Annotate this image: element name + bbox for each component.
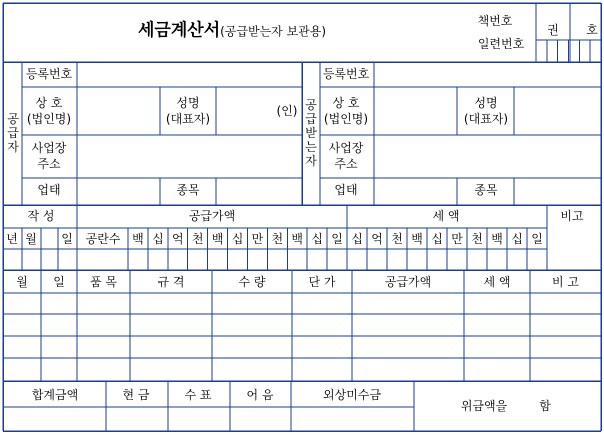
- supply-digit-label: 천: [271, 232, 284, 246]
- tax-digit-label: 만: [451, 232, 463, 246]
- credit-label: 외상미수금: [323, 388, 381, 402]
- receiver-business-type-label: 업태: [334, 183, 358, 197]
- date-col-label: 일: [61, 232, 73, 246]
- supplier-reg-no-label: 등록번호: [25, 67, 73, 81]
- form-title: 세금계산서(공급받는자 보관용): [138, 20, 327, 41]
- serial-no-label: 일련번호: [477, 37, 525, 51]
- items-header-cell: 공급가액: [384, 275, 432, 289]
- remarks-label: 비고: [560, 209, 584, 223]
- receiver-trade-name-label: 상 호: [332, 96, 360, 110]
- receiver-trade-name-sub: (법인명): [323, 112, 369, 126]
- book-no-label: 책번호: [477, 14, 513, 28]
- total-amount-label: 합계금액: [31, 388, 79, 402]
- items-header-cell: 비 고: [552, 275, 579, 289]
- tax-digit-label: 십: [431, 232, 443, 246]
- written-date-label: 작 성: [27, 209, 55, 223]
- supply-digit-label: 백: [211, 232, 224, 246]
- supply-digit-label: 십: [152, 232, 164, 246]
- items-header-cell: 일: [53, 275, 65, 289]
- items-header-cell: 세 액: [483, 275, 511, 289]
- supply-digit-label: 십: [311, 232, 323, 246]
- tax-digit-label: 천: [391, 232, 403, 246]
- supply-amount-label: 공급가액: [188, 209, 236, 223]
- date-col-label: 월: [25, 232, 37, 246]
- receiver-address-sub: 주소: [334, 157, 358, 171]
- tax-digit-label: 십: [511, 232, 523, 246]
- supplier-rep-sub: (대표자): [165, 112, 211, 126]
- tax-digit-label: 천: [471, 232, 483, 246]
- book-unit-label: 권: [547, 23, 559, 37]
- items-header-cell: 단 가: [308, 275, 336, 289]
- supplier-address-label: 사업장: [31, 141, 67, 155]
- receiver-rep-label: 성명: [474, 96, 498, 110]
- claim-suffix: 함: [539, 399, 551, 413]
- supplier-business-item-label: 종목: [176, 183, 200, 197]
- supply-digit-label: 백: [132, 232, 144, 246]
- supply-digit-label: 십: [231, 232, 244, 246]
- receiver-business-item-label: 종목: [474, 183, 498, 197]
- supplier-rep-label: 성명: [176, 96, 200, 110]
- supplier-side-label: 공급자: [7, 112, 19, 154]
- supplier-trade-name-label: 상 호: [35, 96, 63, 110]
- items-header-cell: 월: [16, 275, 28, 289]
- receiver-address-label: 사업장: [328, 141, 364, 155]
- items-header-cell: 규 격: [157, 275, 185, 289]
- tax-amount-label: 세 액: [432, 209, 460, 223]
- receiver-side-label: 공급받는자: [305, 98, 317, 168]
- supply-digit-label: 억: [171, 232, 184, 246]
- supply-digit-label: 천: [191, 232, 204, 246]
- tax-digit-label: 일: [531, 232, 543, 246]
- tax-digit-label: 억: [371, 232, 383, 246]
- supplier-address-sub: 주소: [37, 157, 61, 171]
- supplier-trade-name-sub: (법인명): [26, 112, 72, 126]
- tax-digit-label: 백: [491, 232, 503, 246]
- receiver-reg-no-label: 등록번호: [322, 67, 370, 81]
- receiver-rep-sub: (대표자): [463, 112, 509, 126]
- supply-digit-label: 만: [251, 232, 264, 246]
- cash-label: 현 금: [122, 388, 150, 402]
- supplier-seal-mark: (인): [276, 104, 298, 118]
- claim-label: 위금액을: [460, 399, 508, 413]
- supply-digit-label: 백: [291, 232, 304, 246]
- check-label: 수 표: [184, 388, 212, 402]
- items-header-cell: 수 량: [238, 275, 266, 289]
- tax-digit-label: 백: [411, 232, 423, 246]
- number-unit-label: 호: [586, 23, 598, 37]
- items-header-cell: 품 목: [90, 275, 117, 289]
- tax-digit-label: 십: [351, 232, 363, 246]
- supply-digit-label: 일: [331, 232, 343, 246]
- date-col-label: 년: [6, 232, 18, 246]
- bill-label: 어 음: [246, 388, 274, 402]
- blank-count-label: 공란수: [85, 232, 121, 246]
- supplier-business-type-label: 업태: [37, 183, 61, 197]
